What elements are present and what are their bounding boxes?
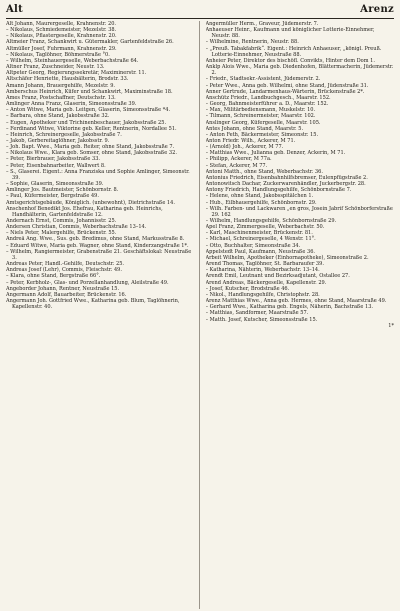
- directory-entry: Anklp Alois Wwe., Maria geb. Diedenhofen, Blättermacherin, Jüdemerstr. 2.: [205, 64, 394, 77]
- directory-entry: Altpeter Georg, Regierungssekretär, Maximinerstr. 11.: [6, 70, 147, 77]
- directory-entry: – Wilhelm, Steinhauergeselle, Weberbachstraße 64.: [6, 57, 139, 64]
- directory-entry: – Matth. Josef, Kutscher, Simeonsstraße 15.: [205, 316, 318, 323]
- page-header: [6, 4, 394, 19]
- directory-entry: Anschenhof Benedikt Jos. Ehefrau, Katharina geb. Heinrichs, Handhälterin, Gartenfeldstraße 12.: [6, 205, 163, 218]
- directory-entry: – Nikolaus, Schmiedemeister, Mezelstr. 38.: [6, 27, 117, 34]
- directory-entry: – Josef, Kutscher, Brodstraße 46.: [205, 285, 290, 292]
- directory-column-left: [6, 21, 200, 609]
- directory-entry: Amlinger Anna Franz, Glaserin, Simeonsstraße 39.: [6, 101, 137, 108]
- directory-entry: – Sophie, Glaserin, Simeonsstraße 39.: [6, 181, 104, 188]
- directory-entry: – Helene, ohne Stand, Jakobsspitälchen 1.: [205, 193, 314, 200]
- directory-entry: – Eugen, Apotheker und Trichinenbeschauer, Jakobsstraße 25.: [6, 119, 167, 126]
- directory-entry: – S., Glaserei. Eigent.: Anna Franziska und Sophie Amlinger, Simeonstr. 39.: [6, 168, 190, 181]
- directory-entry: Angermann Joh. Gottfried Wwe., Katharina geb. Blum, Taglöhnerin, Kapellenstr. 40.: [6, 298, 180, 311]
- directory-entry: Antonowitsch Dachar, Zuckerwarenhändler, Juckerbergstr. 28.: [205, 181, 366, 188]
- directory-entry: – Jakob, Gerbereitaglöhner, Jakobsstr. 9.: [6, 137, 110, 144]
- directory-entry: – Wilhelm, Rangiermeister, Grabenstraße 21. Geschäftslokal: Neustraße 3.: [6, 248, 192, 261]
- directory-entry: Anschütz Friedr., Landbuchgesch., Maarstr. 152.: [205, 94, 331, 101]
- directory-entry: Andersen Christian, Commis, Weberbachstraße 13–14.: [6, 224, 147, 231]
- directory-entry: – Stefan, Ackerer, M 77.: [205, 162, 268, 169]
- directory-entry: – Philipp, Ackerer, M 77a.: [205, 156, 272, 163]
- directory-entry: Anton Friedr. Wilh., Ackerer, M 71.: [205, 137, 296, 144]
- directory-entry: Altmeier Franz, Schankwirt u. Gütermakler, Gartenfeldstraße 26.: [6, 39, 174, 46]
- directory-entry: Angermüller Herm., Graveur, Jüdemerstr. 7.: [205, 21, 319, 27]
- directory-entry: Antes Johann, ohne Stand, Maarstr. 5.: [205, 125, 304, 132]
- directory-entry: Ames Franz, Postschaffner, Deutschstr. 13.: [6, 94, 116, 101]
- directory-entry: – Otto, Buchhalter, Simeonstraße 34.: [205, 242, 301, 249]
- directory-entry: – Anton Witwe, Maria geb. Leitgen, Glaserin, Simeonsstraße *4.: [6, 107, 171, 114]
- directory-entry: – Ferdinand Witwe, Viktorine geb. Keller, Rentnerin, Nordallee 51.: [6, 125, 177, 132]
- directory-entry: – Wilhelmine, Rentnerin, Neustr. 88.: [205, 39, 299, 46]
- directory-entry: Anheier Peter, Direktor des bischöfl. Convikts, Hinter dem Dom 1.: [205, 57, 375, 64]
- directory-entry: Arendt Emil, Leutnant und Bezirksadjutant, Ostallee 27.: [205, 273, 350, 280]
- directory-entry: – Gerhard Wwe., Katharina geb. Engels, Näherin, Bachstraße 13.: [205, 304, 374, 311]
- directory-entry: – Niels Peter, Malergehilfe, Brückenstr. 55.: [6, 230, 117, 237]
- directory-entry: Andernach Ernst, Commis, Johannisstr. 25.: [6, 218, 117, 224]
- directory-entry: Arbeit Wilhelm, Apotheker (Einhornapotheke), Simeonstraße 2.: [205, 254, 369, 261]
- directory-entry: Altner Franz, Zuschneider, Neustr. 13.: [6, 64, 105, 71]
- directory-entry: Arend Andreas, Bäckergeselle, Kapellenstr. 29.: [205, 279, 327, 286]
- directory-entry: Anslinger Georg, Küfergeselle, Maarstr. 105.: [205, 119, 321, 126]
- directory-entry: – Matthias, Sandformer, Maarstraße 57.: [205, 310, 309, 317]
- directory-entry: Appelstedt Paul, Kaufmann, Neustraße 36.: [205, 248, 316, 255]
- directory-entry: – Wilh. Farben- und Lackwaren „en gros, Josein Jabrif Schönborferstraße 29. 162: [205, 205, 393, 218]
- directory-entry: – Paul, Küfermeister, Bergstraße 49.: [6, 193, 99, 200]
- directory-entry: – Hub., Eilbhauergehilfe, Schönbornstr. 29.: [205, 199, 317, 206]
- directory-entry: Alt Johann, Maurergeselle, Krahnenstr. 20.: [6, 21, 117, 27]
- directory-entry: – Friedr., Stadtsekr.-Assistent, Jüdemerstr. 2.: [205, 76, 321, 83]
- footnote-marker: 1*: [388, 322, 394, 329]
- directory-entry: Andreas Peter, Handl.-Gehilfe, Deutschstr. 25.: [6, 261, 125, 268]
- directory-entry: – Heinrich, Schreinergeselle, Jakobsstraße 7.: [6, 131, 122, 138]
- directory-entry: – Peter, Eisenbahnarbeiter, Wallwert 8.: [6, 162, 106, 169]
- directory-entry: Arenz Matthias Wwe., Anna geb. Hermes, ohne Stand, Maarstraße 49.: [205, 298, 387, 305]
- directory-entry: Amberschus Heinrich, Küfer und Schankwirt, Maximinstraße 18.: [6, 88, 173, 95]
- directory-entry: Altschäfer Henriette, Hausbälterin, Brodstr. 33.: [6, 76, 129, 83]
- directory-entry: Antony Friedrich, Handlungsgehilfe, Schönbornstraße 7.: [205, 187, 352, 194]
- directory-entry: – Wilhelm, Handlungsgehilfe, Schönbornstraße 29.: [205, 218, 337, 224]
- directory-entry: Anner Gertrude, Landarmenhaus-Wärterin, Brückenstraße 2*.: [205, 88, 365, 95]
- directory-columns: [6, 21, 394, 609]
- directory-entry: – Matthias Wwe., Julianna geb. Denzer, Ackerin, M 71.: [205, 150, 346, 157]
- directory-entry: – Nikolaus Wwe., Klara geb. Somser, ohne Stand, Jakobsstraße 32.: [6, 150, 177, 157]
- directory-entry: Amtsgerichtsgebäude, Königlich. (unbewohnt), Dietrichstraße 14.: [6, 199, 175, 206]
- directory-entry: Arend Thomas, Taglöhner, St. Barbaraufer 39.: [205, 261, 324, 268]
- directory-entry: Amann Johann, Brauergehilfe, Mezelstr. 9.: [6, 82, 116, 89]
- directory-column-right: [206, 21, 395, 609]
- header-left-keyword: Alt: [6, 4, 24, 15]
- directory-entry: Altmüller Josef, Fuhrmann, Krahnenstr. 29.: [6, 45, 117, 52]
- header-right-keyword: Arenz: [360, 4, 394, 15]
- directory-entry: Apel Franz, Zimmergeselle, Weberbachstr. 50.: [205, 224, 325, 231]
- directory-entry: – (Arnold) Joh., Ackerer, M 77.: [205, 144, 284, 151]
- directory-entry: – Peter Wwe., Anna geb. Wilhelmi, ohne Stand, Jüdenstraße 31.: [205, 82, 369, 89]
- directory-entry: – Peter, Kerbholz-, Glas- und Porzellanhandlung, Aleilstraße 49.: [6, 279, 169, 286]
- directory-entry: Andreas Josef (Lehr), Commis, Fleischstr. 49.: [6, 267, 122, 274]
- directory-entry: – Nikol., Handlungsgehilfe, Christophstr. 28.: [205, 291, 320, 298]
- directory-entry: – Nikolaus, Pflastergeselle, Krahnenstr. 20.: [6, 33, 117, 40]
- directory-entry: Antonius Friedrich, Eisenbahnhilfsbremser, Eulenpfügstraße 2.: [205, 174, 368, 181]
- directory-entry: Amlinger Jos. Bautmeister, Schönbornstr. 8.: [6, 187, 119, 194]
- directory-entry: Angermann Adolf, Bauarbeiter, Brückenstr. 16.: [6, 291, 127, 298]
- directory-entry: Andreä Ang. Wwe., Sus. geb. Bredimus, ohne Stand, Markusstraße 8.: [6, 236, 185, 243]
- directory-entry: – Michael, Schreinergeselle, 4 Wenstr. 11°.: [205, 236, 316, 243]
- directory-entry: – Karl, Maschinenmeister, Brückenstr. 81.: [205, 230, 313, 237]
- directory-entry: – Klara, ohne Stand, Bergstraße 66°.: [6, 273, 101, 280]
- directory-entry: – Katharina, Nähterin, Weberbachstr. 13–14.: [205, 267, 320, 274]
- directory-entry: – Joh. Bapt. Wwe., Maria geb. Reiter, ohne Stand, Jakobsstraße 7.: [6, 144, 175, 151]
- directory-entry: – Barbara, ohne Stand, Jakobsstraße 32.: [6, 113, 110, 120]
- directory-entry: – Georg, Bahnmeisterführer a. D., Maarstr. 152.: [205, 101, 329, 108]
- directory-entry: Anhaeuser Heinr., Kaufmann und königlicher Lotterie-Einnehmer, Neustr. 88.: [205, 27, 375, 40]
- directory-entry: – Max, Militärbediensmann, Muskelstr. 10.: [205, 107, 316, 114]
- directory-entry: – Nikolaus, Taglöhner, Böhmerstraße °0.: [6, 51, 110, 58]
- directory-entry: – Peter, Bierbrauer, Jakobsstraße 33.: [6, 156, 101, 163]
- directory-entry: Angeborder Johann, Rentner, Neustraße 15.: [6, 285, 120, 292]
- directory-entry: Antoni Matth., ohne Stand, Weberbachstr. 36.: [205, 168, 323, 175]
- directory-entry: – „Preuß. Tabakfabrik“. Eigent.: Heinrich Anhaeuser, „königl. Preuß. Lotterie-Einnehmer, Neustraße 88.: [205, 45, 382, 58]
- directory-entry: – Anton Feth, Bäckermeister, Simeonstr. 15.: [205, 131, 319, 138]
- directory-entry: – Tilmann, Schreinermeister, Maarstr. 102.: [205, 113, 316, 120]
- directory-entry: – Eduard Witwe, Maria geb. Wagner, ohne Stand, Kinderzangstraße 1*.: [6, 242, 189, 249]
